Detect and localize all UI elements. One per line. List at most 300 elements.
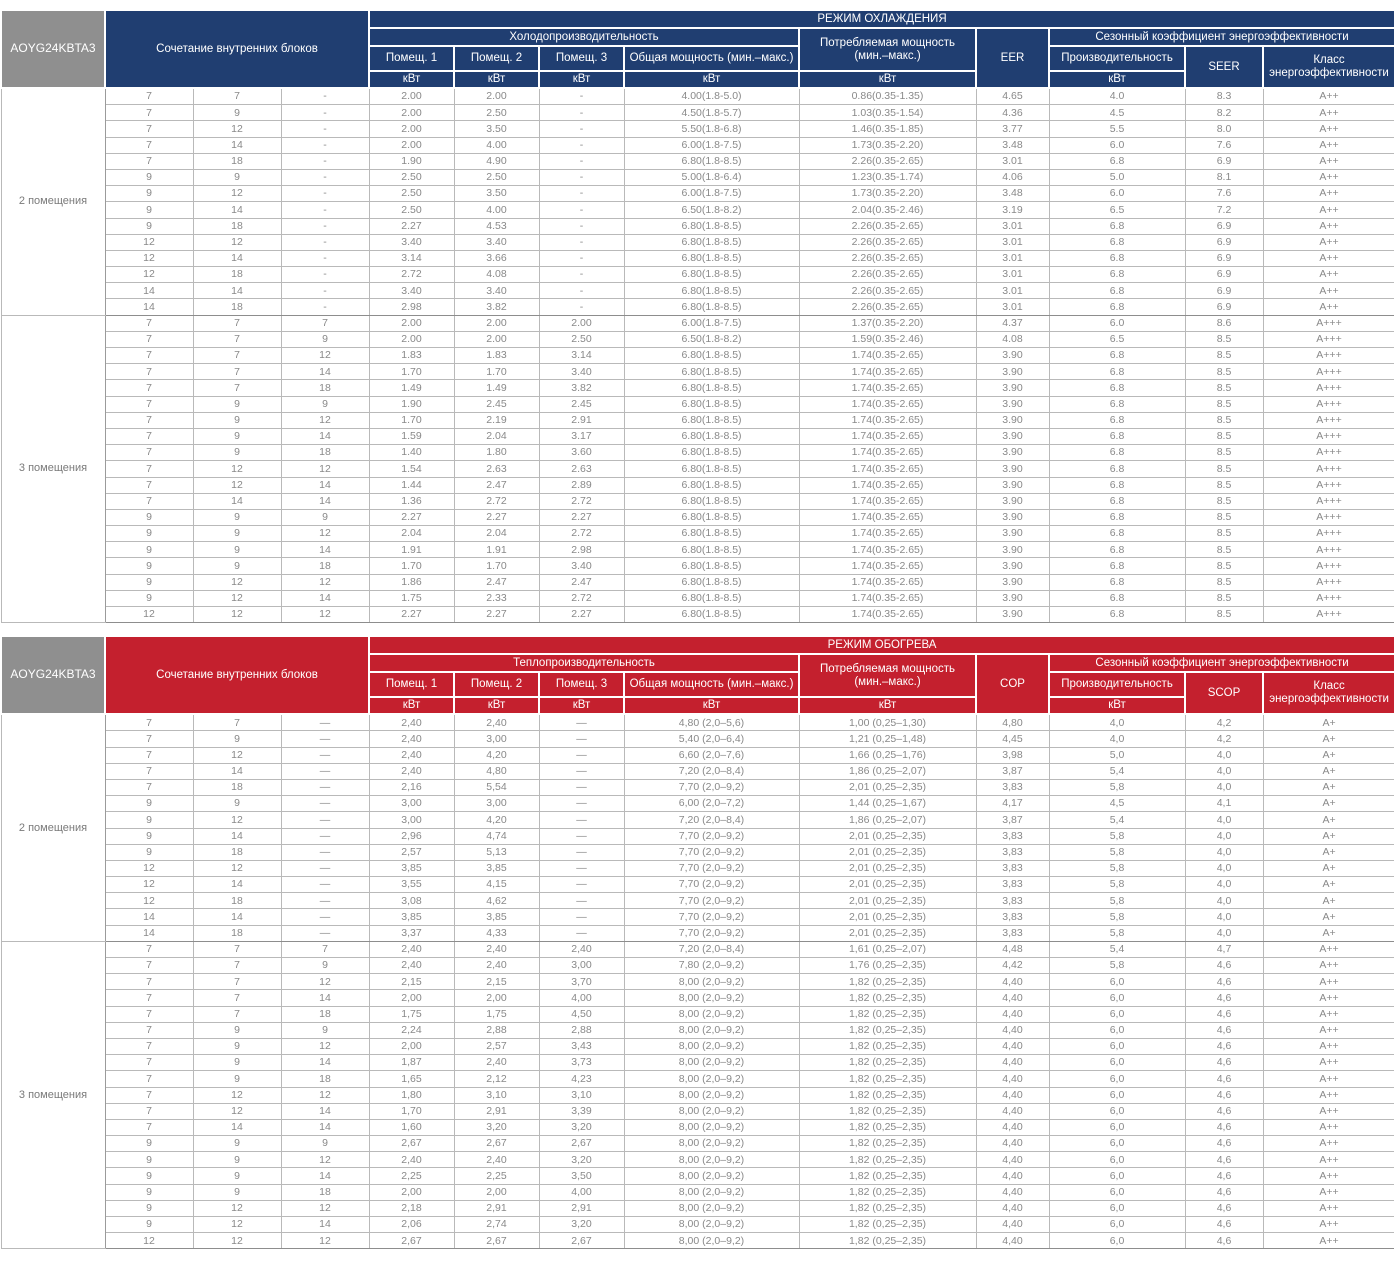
value-cell: 1,44 (0,25–1,67) xyxy=(799,796,976,812)
combo-cell: 12 xyxy=(281,1152,369,1168)
value-cell: 2.04 xyxy=(369,526,454,542)
value-cell: A++ xyxy=(1263,1217,1394,1233)
value-cell: A++ xyxy=(1263,990,1394,1006)
combo-cell: 12 xyxy=(105,1233,193,1249)
value-cell: A++ xyxy=(1263,1184,1394,1200)
value-cell: 4,6 xyxy=(1185,1119,1263,1135)
value-cell: 4,20 xyxy=(454,747,539,763)
value-cell: 4,40 xyxy=(976,1136,1049,1152)
value-cell: A++ xyxy=(1263,283,1394,299)
value-cell: 3,20 xyxy=(539,1119,624,1135)
value-cell: 2,67 xyxy=(454,1233,539,1249)
value-cell: 8,00 (2,0–9,2) xyxy=(624,1119,799,1135)
combo-cell: 7 xyxy=(105,974,193,990)
table-row xyxy=(1,779,1394,795)
value-cell: A++ xyxy=(1263,974,1394,990)
productivity-header: Производительность xyxy=(1049,46,1185,71)
combo-cell: 7 xyxy=(105,1038,193,1054)
value-cell: 0.86(0.35-1.35) xyxy=(799,88,976,105)
value-cell: 6.00(1.8-7.5) xyxy=(624,137,799,153)
value-cell: 4.65 xyxy=(976,88,1049,105)
value-cell: — xyxy=(539,893,624,909)
table-row xyxy=(1,1087,1394,1103)
value-cell: 2,01 (0,25–2,35) xyxy=(799,877,976,893)
combo-cell: 14 xyxy=(105,299,193,315)
combo-header: Сочетание внутренних блоков xyxy=(105,10,369,88)
value-cell: 7,80 (2,0–9,2) xyxy=(624,958,799,974)
value-cell: 2.63 xyxy=(454,461,539,477)
value-cell: 3,00 xyxy=(369,796,454,812)
value-cell: 8.5 xyxy=(1185,590,1263,606)
table-row xyxy=(1,267,1394,283)
value-cell: 3,20 xyxy=(454,1119,539,1135)
value-cell: 7,70 (2,0–9,2) xyxy=(624,925,799,941)
value-cell: 4,17 xyxy=(976,796,1049,812)
value-cell: 2.47 xyxy=(454,574,539,590)
combo-cell: 7 xyxy=(105,731,193,747)
value-cell: - xyxy=(539,105,624,121)
value-cell: — xyxy=(539,763,624,779)
value-cell: 6.80(1.8-8.5) xyxy=(624,428,799,444)
value-cell: 2,40 xyxy=(369,731,454,747)
value-cell: 4,6 xyxy=(1185,1006,1263,1022)
value-cell: 6.8 xyxy=(1049,364,1185,380)
eer-header: EER xyxy=(976,28,1049,88)
combo-cell: 9 xyxy=(193,396,281,412)
value-cell: 1.03(0.35-1.54) xyxy=(799,105,976,121)
combo-cell: 12 xyxy=(105,860,193,876)
combo-cell: 7 xyxy=(105,121,193,137)
value-cell: 1,61 (0,25–2,07) xyxy=(799,941,976,957)
table-row xyxy=(1,186,1394,202)
table-row xyxy=(1,990,1394,1006)
value-cell: 6.8 xyxy=(1049,299,1185,315)
combo-cell: 7 xyxy=(105,958,193,974)
value-cell: A++ xyxy=(1263,1038,1394,1054)
value-cell: A+ xyxy=(1263,812,1394,828)
value-cell: 2,67 xyxy=(539,1233,624,1249)
value-cell: 1.74(0.35-2.65) xyxy=(799,412,976,428)
value-cell: 4.37 xyxy=(976,315,1049,331)
value-cell: 1,86 (0,25–2,07) xyxy=(799,812,976,828)
value-cell: 6.8 xyxy=(1049,607,1185,623)
value-cell: 6.5 xyxy=(1049,202,1185,218)
combo-cell: 9 xyxy=(105,1168,193,1184)
table-row xyxy=(1,331,1394,347)
combo-cell: 12 xyxy=(193,812,281,828)
value-cell: 2.27 xyxy=(454,607,539,623)
value-cell: 4.06 xyxy=(976,169,1049,185)
value-cell: 4,0 xyxy=(1185,844,1263,860)
value-cell: 3.17 xyxy=(539,428,624,444)
combo-cell: 14 xyxy=(281,1168,369,1184)
table-row xyxy=(1,714,1394,731)
value-cell: 2.04(0.35-2.46) xyxy=(799,202,976,218)
value-cell: 5,4 xyxy=(1049,763,1185,779)
value-cell: 6,0 xyxy=(1049,974,1185,990)
value-cell: A++ xyxy=(1263,1022,1394,1038)
combo-cell: 12 xyxy=(281,974,369,990)
value-cell: A++ xyxy=(1263,299,1394,315)
value-cell: 6.80(1.8-8.5) xyxy=(624,396,799,412)
value-cell: 4,6 xyxy=(1185,1233,1263,1249)
combo-cell: 7 xyxy=(105,1119,193,1135)
value-cell: 6,0 xyxy=(1049,1200,1185,1216)
value-cell: 3.90 xyxy=(976,477,1049,493)
value-cell: 4,40 xyxy=(976,1022,1049,1038)
value-cell: 3.90 xyxy=(976,542,1049,558)
value-cell: 2,40 xyxy=(369,714,454,731)
value-cell: 5.5 xyxy=(1049,121,1185,137)
value-cell: 2,40 xyxy=(454,1152,539,1168)
combo-cell: — xyxy=(281,828,369,844)
value-cell: 3.90 xyxy=(976,509,1049,525)
value-cell: 8.5 xyxy=(1185,542,1263,558)
combo-cell: 9 xyxy=(193,1168,281,1184)
table-row xyxy=(1,250,1394,266)
value-cell: 1.74(0.35-2.65) xyxy=(799,380,976,396)
combo-cell: 9 xyxy=(105,828,193,844)
group-label: 3 помещения xyxy=(1,315,105,623)
combo-cell: 7 xyxy=(105,315,193,331)
value-cell: 2.33 xyxy=(454,590,539,606)
value-cell: A++ xyxy=(1263,267,1394,283)
cooling-table xyxy=(0,9,1394,623)
value-cell: 6.50(1.8-8.2) xyxy=(624,331,799,347)
table-row xyxy=(1,574,1394,590)
value-cell: 3,43 xyxy=(539,1038,624,1054)
value-cell: 3,85 xyxy=(369,909,454,925)
value-cell: 2,40 xyxy=(454,714,539,731)
value-cell: 8.5 xyxy=(1185,558,1263,574)
capacity-header: Теплопроизводительность xyxy=(369,654,799,672)
class-header: Класс энергоэффективности xyxy=(1263,46,1394,88)
value-cell: 3.90 xyxy=(976,380,1049,396)
value-cell: 4,74 xyxy=(454,828,539,844)
combo-cell: 9 xyxy=(193,731,281,747)
value-cell: - xyxy=(539,250,624,266)
value-cell: 4,6 xyxy=(1185,1022,1263,1038)
value-cell: 1.73(0.35-2.20) xyxy=(799,186,976,202)
value-cell: A+ xyxy=(1263,925,1394,941)
value-cell: A+++ xyxy=(1263,396,1394,412)
value-cell: 5.00(1.8-6.4) xyxy=(624,169,799,185)
value-cell: 1,70 xyxy=(369,1103,454,1119)
value-cell: — xyxy=(539,779,624,795)
value-cell: 6.00(1.8-7.5) xyxy=(624,186,799,202)
value-cell: 8.5 xyxy=(1185,509,1263,525)
combo-cell: 12 xyxy=(281,526,369,542)
value-cell: 6.80(1.8-8.5) xyxy=(624,509,799,525)
value-cell: 2.45 xyxy=(454,396,539,412)
table-row xyxy=(1,1022,1394,1038)
value-cell: 2,96 xyxy=(369,828,454,844)
combo-cell: 18 xyxy=(193,218,281,234)
table-row xyxy=(1,283,1394,299)
value-cell: 3,83 xyxy=(976,909,1049,925)
combo-header: Сочетание внутренних блоков xyxy=(105,636,369,714)
value-cell: - xyxy=(539,121,624,137)
combo-cell: 12 xyxy=(105,267,193,283)
value-cell: A++ xyxy=(1263,958,1394,974)
value-cell: - xyxy=(539,218,624,234)
table-row xyxy=(1,526,1394,542)
value-cell: 5,8 xyxy=(1049,860,1185,876)
value-cell: 8.5 xyxy=(1185,364,1263,380)
value-cell: 4,6 xyxy=(1185,1071,1263,1087)
combo-cell: 7 xyxy=(193,941,281,957)
value-cell: 3,20 xyxy=(539,1152,624,1168)
value-cell: 1,82 (0,25–2,35) xyxy=(799,974,976,990)
value-cell: 6.8 xyxy=(1049,234,1185,250)
combo-cell: 12 xyxy=(105,234,193,250)
value-cell: 6.80(1.8-8.5) xyxy=(624,574,799,590)
value-cell: 2.27 xyxy=(369,509,454,525)
value-cell: 1,82 (0,25–2,35) xyxy=(799,1071,976,1087)
value-cell: 6.9 xyxy=(1185,250,1263,266)
combo-cell: 9 xyxy=(193,1184,281,1200)
value-cell: 3.14 xyxy=(539,348,624,364)
combo-cell: 7 xyxy=(193,714,281,731)
table-row xyxy=(1,747,1394,763)
value-cell: — xyxy=(539,925,624,941)
value-cell: 5,8 xyxy=(1049,877,1185,893)
value-cell: 2.26(0.35-2.65) xyxy=(799,299,976,315)
value-cell: A+ xyxy=(1263,779,1394,795)
room1-header: Помещ. 1 xyxy=(369,672,454,697)
value-cell: 6.9 xyxy=(1185,267,1263,283)
value-cell: 1,80 xyxy=(369,1087,454,1103)
value-cell: 4,33 xyxy=(454,925,539,941)
combo-cell: 9 xyxy=(105,1136,193,1152)
value-cell: 3.40 xyxy=(539,558,624,574)
value-cell: 1.46(0.35-1.85) xyxy=(799,121,976,137)
table-row xyxy=(1,461,1394,477)
combo-cell: 12 xyxy=(193,234,281,250)
value-cell: 3,83 xyxy=(976,893,1049,909)
value-cell: — xyxy=(539,860,624,876)
value-cell: A++ xyxy=(1263,941,1394,957)
combo-cell: — xyxy=(281,909,369,925)
value-cell: 2.45 xyxy=(539,396,624,412)
value-cell: 3.01 xyxy=(976,250,1049,266)
value-cell: 6,0 xyxy=(1049,1233,1185,1249)
value-cell: 6.8 xyxy=(1049,348,1185,364)
combo-cell: 18 xyxy=(193,779,281,795)
value-cell: 1.74(0.35-2.65) xyxy=(799,396,976,412)
table-row xyxy=(1,607,1394,623)
combo-cell: 9 xyxy=(193,509,281,525)
value-cell: 6.80(1.8-8.5) xyxy=(624,380,799,396)
value-cell: 7,20 (2,0–8,4) xyxy=(624,941,799,957)
value-cell: 1.70 xyxy=(369,558,454,574)
value-cell: 1.90 xyxy=(369,396,454,412)
table-row xyxy=(1,315,1394,331)
combo-cell: 9 xyxy=(105,542,193,558)
room3-header: Помещ. 3 xyxy=(539,46,624,71)
value-cell: A++ xyxy=(1263,1168,1394,1184)
combo-cell: 14 xyxy=(105,283,193,299)
value-cell: 8,00 (2,0–9,2) xyxy=(624,1168,799,1184)
value-cell: 3.48 xyxy=(976,137,1049,153)
combo-cell: 7 xyxy=(105,1006,193,1022)
value-cell: 6.8 xyxy=(1049,493,1185,509)
room1-header: Помещ. 1 xyxy=(369,46,454,71)
table-row xyxy=(1,909,1394,925)
value-cell: 4,0 xyxy=(1185,812,1263,828)
seasonal-header: Сезонный коэффициент энергоэффективности xyxy=(1049,654,1394,672)
value-cell: 8,00 (2,0–9,2) xyxy=(624,1200,799,1216)
value-cell: 2,40 xyxy=(369,747,454,763)
value-cell: 6.9 xyxy=(1185,299,1263,315)
value-cell: 2.04 xyxy=(454,526,539,542)
value-cell: 6.8 xyxy=(1049,428,1185,444)
value-cell: 8.5 xyxy=(1185,607,1263,623)
value-cell: 6.50(1.8-8.2) xyxy=(624,202,799,218)
combo-cell: 9 xyxy=(193,558,281,574)
value-cell: 5,8 xyxy=(1049,844,1185,860)
value-cell: 4,6 xyxy=(1185,1217,1263,1233)
value-cell: A+++ xyxy=(1263,509,1394,525)
value-cell: 4.08 xyxy=(976,331,1049,347)
value-cell: 7,70 (2,0–9,2) xyxy=(624,844,799,860)
combo-cell: 9 xyxy=(105,590,193,606)
value-cell: 2.27 xyxy=(369,218,454,234)
combo-cell: 12 xyxy=(193,574,281,590)
value-cell: 2.00 xyxy=(454,315,539,331)
unit-cell: кВт xyxy=(369,71,454,88)
value-cell: 6.80(1.8-8.5) xyxy=(624,526,799,542)
combo-cell: 9 xyxy=(105,526,193,542)
value-cell: A++ xyxy=(1263,169,1394,185)
combo-cell: 12 xyxy=(193,477,281,493)
value-cell: 1.59(0.35-2.46) xyxy=(799,331,976,347)
combo-cell: 14 xyxy=(281,428,369,444)
value-cell: 3,85 xyxy=(454,909,539,925)
value-cell: 1.70 xyxy=(369,412,454,428)
value-cell: 3,10 xyxy=(539,1087,624,1103)
value-cell: 3.40 xyxy=(454,283,539,299)
value-cell: 3.90 xyxy=(976,348,1049,364)
value-cell: 5,40 (2,0–6,4) xyxy=(624,731,799,747)
combo-cell: 14 xyxy=(193,909,281,925)
combo-cell: 7 xyxy=(105,747,193,763)
combo-cell: 7 xyxy=(105,779,193,795)
value-cell: 3,00 xyxy=(539,958,624,974)
combo-cell: - xyxy=(281,88,369,105)
value-cell: 3.50 xyxy=(454,121,539,137)
value-cell: — xyxy=(539,812,624,828)
unit-cell: кВт xyxy=(1049,71,1185,88)
value-cell: A++ xyxy=(1263,250,1394,266)
combo-cell: 7 xyxy=(105,1071,193,1087)
value-cell: 2.72 xyxy=(369,267,454,283)
combo-cell: 9 xyxy=(193,1136,281,1152)
value-cell: — xyxy=(539,731,624,747)
value-cell: 3.40 xyxy=(454,234,539,250)
class-header: Класс энергоэффективности xyxy=(1263,672,1394,714)
value-cell: 8.5 xyxy=(1185,380,1263,396)
value-cell: 8.5 xyxy=(1185,493,1263,509)
value-cell: 4,40 xyxy=(976,1087,1049,1103)
value-cell: 8,00 (2,0–9,2) xyxy=(624,1136,799,1152)
combo-cell: 9 xyxy=(105,558,193,574)
value-cell: 3,50 xyxy=(539,1168,624,1184)
table-row xyxy=(1,105,1394,121)
value-cell: 3.01 xyxy=(976,234,1049,250)
value-cell: 4.0 xyxy=(1049,88,1185,105)
value-cell: A++ xyxy=(1263,1055,1394,1071)
combo-cell: 7 xyxy=(105,88,193,105)
combo-cell: — xyxy=(281,877,369,893)
combo-cell: - xyxy=(281,186,369,202)
combo-cell: 14 xyxy=(193,763,281,779)
value-cell: A+++ xyxy=(1263,542,1394,558)
combo-cell: - xyxy=(281,137,369,153)
value-cell: 8.2 xyxy=(1185,105,1263,121)
value-cell: 5,8 xyxy=(1049,925,1185,941)
value-cell: 4,50 xyxy=(539,1006,624,1022)
value-cell: 3,83 xyxy=(976,779,1049,795)
value-cell: 2.27 xyxy=(539,509,624,525)
unit-cell: кВт xyxy=(539,697,624,714)
value-cell: 4,40 xyxy=(976,1071,1049,1087)
value-cell: 3,20 xyxy=(539,1217,624,1233)
value-cell: 4,40 xyxy=(976,1168,1049,1184)
table-row xyxy=(1,1006,1394,1022)
value-cell: 8.5 xyxy=(1185,412,1263,428)
combo-cell: 14 xyxy=(193,202,281,218)
combo-cell: - xyxy=(281,234,369,250)
combo-cell: 7 xyxy=(105,445,193,461)
value-cell: 2,67 xyxy=(369,1233,454,1249)
combo-cell: 12 xyxy=(281,461,369,477)
table-row xyxy=(1,348,1394,364)
value-cell: 6,0 xyxy=(1049,1217,1185,1233)
table-row xyxy=(1,412,1394,428)
heating-table xyxy=(0,635,1394,1249)
value-cell: - xyxy=(539,88,624,105)
table-row xyxy=(1,763,1394,779)
combo-cell: 7 xyxy=(105,461,193,477)
value-cell: 6.8 xyxy=(1049,412,1185,428)
table-row xyxy=(1,731,1394,747)
value-cell: 3.40 xyxy=(369,283,454,299)
value-cell: 6,0 xyxy=(1049,1168,1185,1184)
value-cell: 2,91 xyxy=(454,1103,539,1119)
value-cell: 6,0 xyxy=(1049,990,1185,1006)
value-cell: 2,15 xyxy=(454,974,539,990)
value-cell: 8.5 xyxy=(1185,574,1263,590)
value-cell: 6.80(1.8-8.5) xyxy=(624,607,799,623)
value-cell: 1,82 (0,25–2,35) xyxy=(799,1006,976,1022)
value-cell: 4.36 xyxy=(976,105,1049,121)
table-row xyxy=(1,299,1394,315)
combo-cell: 14 xyxy=(281,1055,369,1071)
value-cell: 8,00 (2,0–9,2) xyxy=(624,1071,799,1087)
value-cell: 2.00 xyxy=(369,105,454,121)
value-cell: 6,0 xyxy=(1049,1103,1185,1119)
value-cell: 4.50(1.8-5.7) xyxy=(624,105,799,121)
value-cell: 3.90 xyxy=(976,412,1049,428)
seasonal-header: Сезонный коэффициент энергоэффективности xyxy=(1049,28,1394,46)
value-cell: — xyxy=(539,844,624,860)
value-cell: 6,0 xyxy=(1049,1006,1185,1022)
value-cell: 3,83 xyxy=(976,828,1049,844)
value-cell: 3,70 xyxy=(539,974,624,990)
value-cell: — xyxy=(539,877,624,893)
table-row xyxy=(1,1071,1394,1087)
